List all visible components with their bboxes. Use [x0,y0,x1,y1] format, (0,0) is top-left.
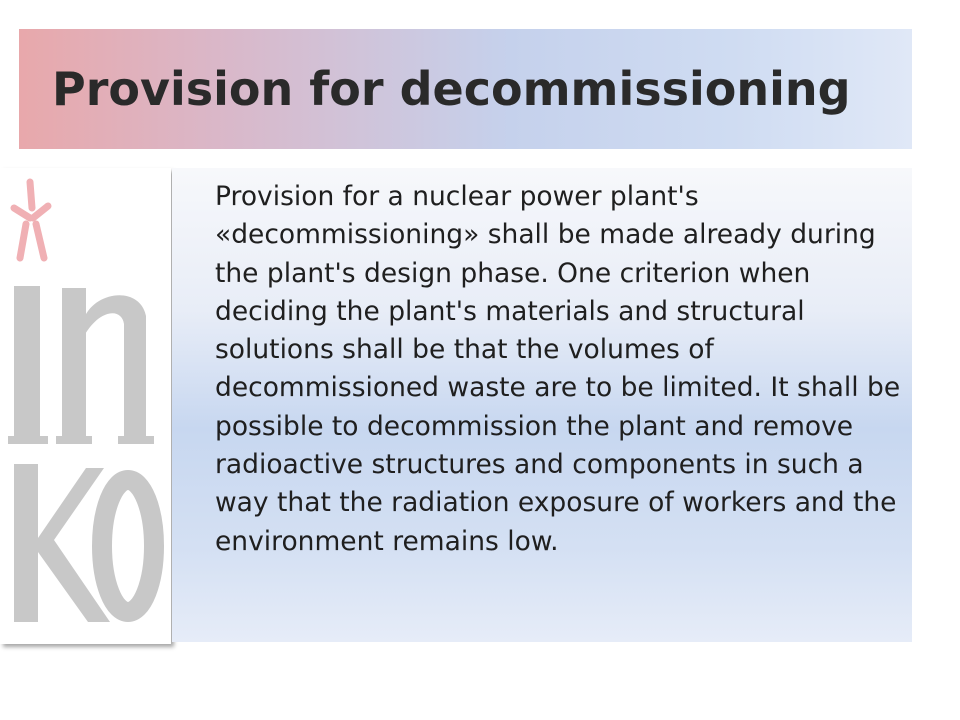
logo-letter-n [56,288,154,444]
inko-logo [0,168,171,644]
body-paragraph: Provision for a nuclear power plant's «decommissioning» shall be made already during the plant's design phase. One criterion when deciding the plant's materials and structural solutions shall be that the volumes of decommissioned waste are to be limited. It shall be possible to decommission the plant and remove radioactive structures and components in such a way that the radiation exposure of workers and the environment remains low. [215,181,901,557]
logo-asterisk [14,182,48,258]
slide-title: Provision for decommissioning [52,62,851,116]
logo-panel [0,168,171,644]
logo-letter-o [102,480,154,612]
logo-letter-i [8,286,48,444]
